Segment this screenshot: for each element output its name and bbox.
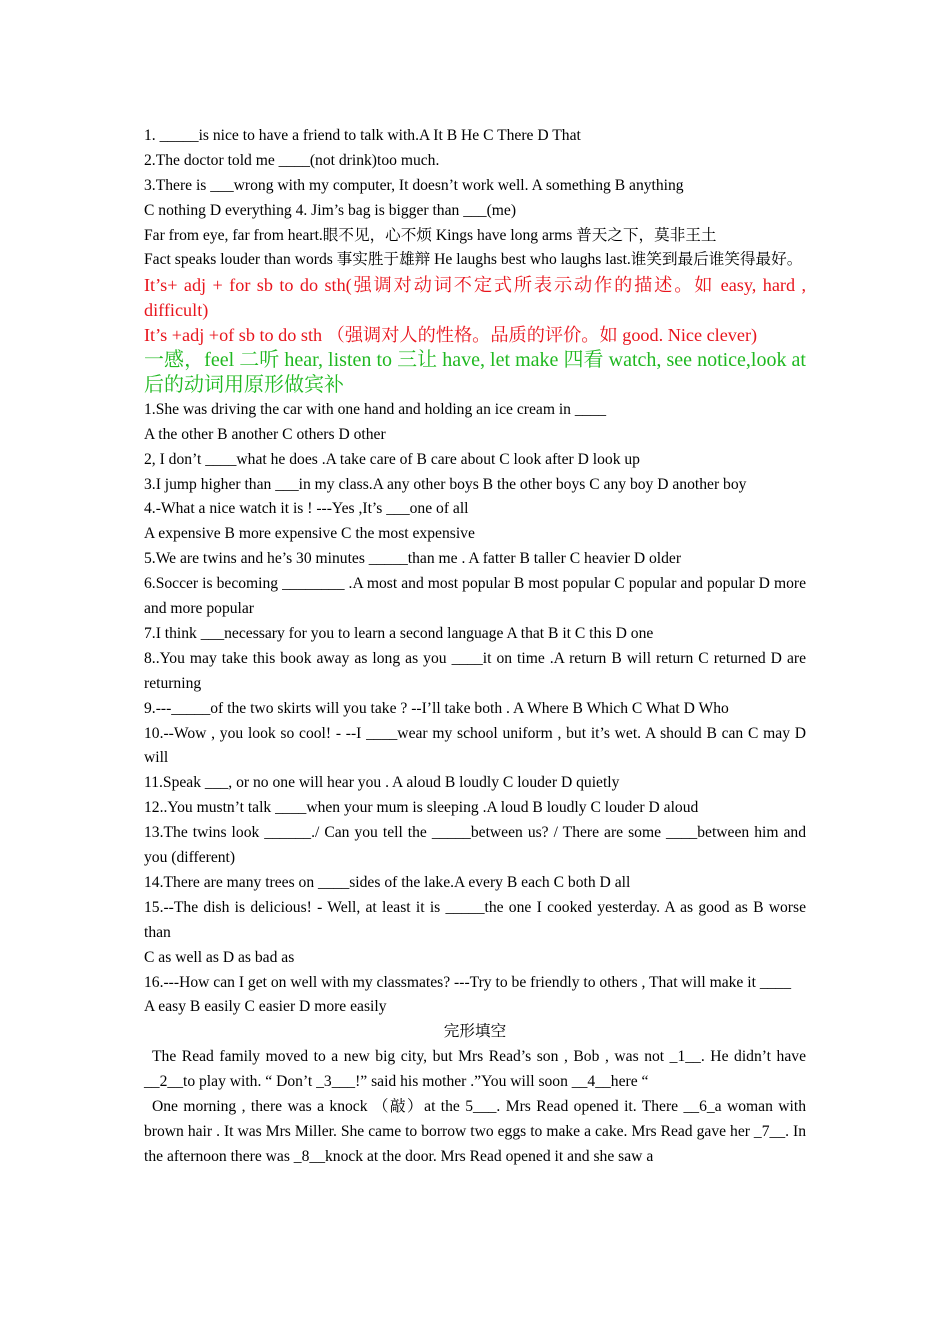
question-line: 5.We are twins and he’s 30 minutes _____than me . A fatter B taller C heavier D older — [144, 550, 682, 568]
question-line: A the other B another C others D other — [144, 425, 386, 443]
document-page — [144, 124, 806, 1170]
text-line: 3.There is ___wrong with my computer, It doesn’t work well. A something B anything — [144, 176, 684, 194]
question-16: 16.---How can I get on well with my classmates? ---Try to be friendly to others , That will make it ____ — [144, 973, 792, 991]
question-8: 8..You may take this book away as long as you ____it on time .A return B will return C returned D are returning — [144, 649, 806, 692]
question-11: 11.Speak ___, or no one will hear you . A aloud B loudly C louder D quietly — [144, 774, 620, 792]
cloze-paragraph-2: One morning , there was a knock （敲）at the 5___. Mrs Read opened it. There __6_a woman with brown hair . It was Mrs Miller. She came to borrow two eggs to make a cake. Mrs Read gave her _7__. In the afternoon there was _8__knock at the door. Mrs Read opened it and she saw a — [144, 1098, 806, 1165]
cloze-paragraph-1: The Read family moved to a new big city, but Mrs Read’s son , Bob , was not _1__. He didn’t have __2__to play with. “ Don’t _3___!” said his mother .”You will soon __4__here “ — [144, 1048, 806, 1091]
question-16-options: A easy B easily C easier D more easily — [144, 998, 387, 1016]
question-12: 12..You mustn’t talk ____when your mum is sleeping .A loud B loudly C louder D aloud — [144, 799, 699, 817]
question-6: 6.Soccer is becoming ________ .A most and most popular B most popular C popular and popular D more and more popular — [144, 575, 806, 618]
proverb-paragraph: Fact speaks louder than words 事实胜于雄辩 He laughs best who laughs last.谁笑到最后谁笑得最好。 — [144, 251, 803, 269]
question-15: 15.--The dish is delicious! - Well, at least it is _____the one I cooked yesterday. A as good as B worse than — [144, 898, 806, 941]
text-line: Far from eye, far from heart.眼不见，心不烦 Kings have long arms 普天之下，莫非王土 — [144, 226, 717, 244]
grammar-rule-1: It’s+ adj + for sb to do sth(强调对动词不定式所表示动作的描述。如 easy, hard , difficult) — [144, 275, 806, 321]
text-line: 2.The doctor told me ____(not drink)too much. — [144, 151, 440, 169]
question-line: 1.She was driving the car with one hand and holding an ice cream in ____ — [144, 400, 607, 418]
question-15-options: C as well as D as bad as — [144, 948, 295, 966]
cloze-title: 完形填空 — [443, 1023, 507, 1041]
grammar-rule-2: It’s +adj +of sb to do sth （强调对人的性格。品质的评价。如 good. Nice clever) — [144, 325, 758, 346]
question-line: 3.I jump higher than ___in my class.A any other boys B the other boys C any boy D another boy — [144, 475, 747, 493]
question-7: 7.I think ___necessary for you to learn a second language A that B it C this D one — [144, 624, 654, 642]
question-9: 9.---_____of the two skirts will you take ? --I’ll take both . A Where B Which C What D Who — [144, 699, 729, 717]
question-13: 13.The twins look ______./ Can you tell the _____between us? / There are some ____between him and you (different) — [144, 824, 806, 867]
text-line: 1. _____is nice to have a friend to talk with.A It B He C There D That — [144, 127, 581, 144]
question-line: 2, I don’t ____what he does .A take care of B care about C look after D look up — [144, 450, 640, 468]
question-line: A expensive B more expensive C the most expensive — [144, 525, 475, 543]
text-line: C nothing D everything 4. Jim’s bag is bigger than ___(me) — [144, 201, 517, 219]
question-14: 14.There are many trees on ____sides of the lake.A every B each C both D all — [144, 873, 631, 891]
question-line: 4.-What a nice watch it is ! ---Yes ,It’s ___one of all — [144, 500, 469, 518]
grammar-rule-3: 一感，feel 二听 hear, listen to 三让 have, let make 四看 watch, see notice,look at 后的动词用原形做宾补 — [144, 349, 806, 396]
question-10: 10.--Wow , you look so cool! - --I ____wear my school uniform , but it’s wet. A should B can C may D will — [144, 724, 806, 767]
